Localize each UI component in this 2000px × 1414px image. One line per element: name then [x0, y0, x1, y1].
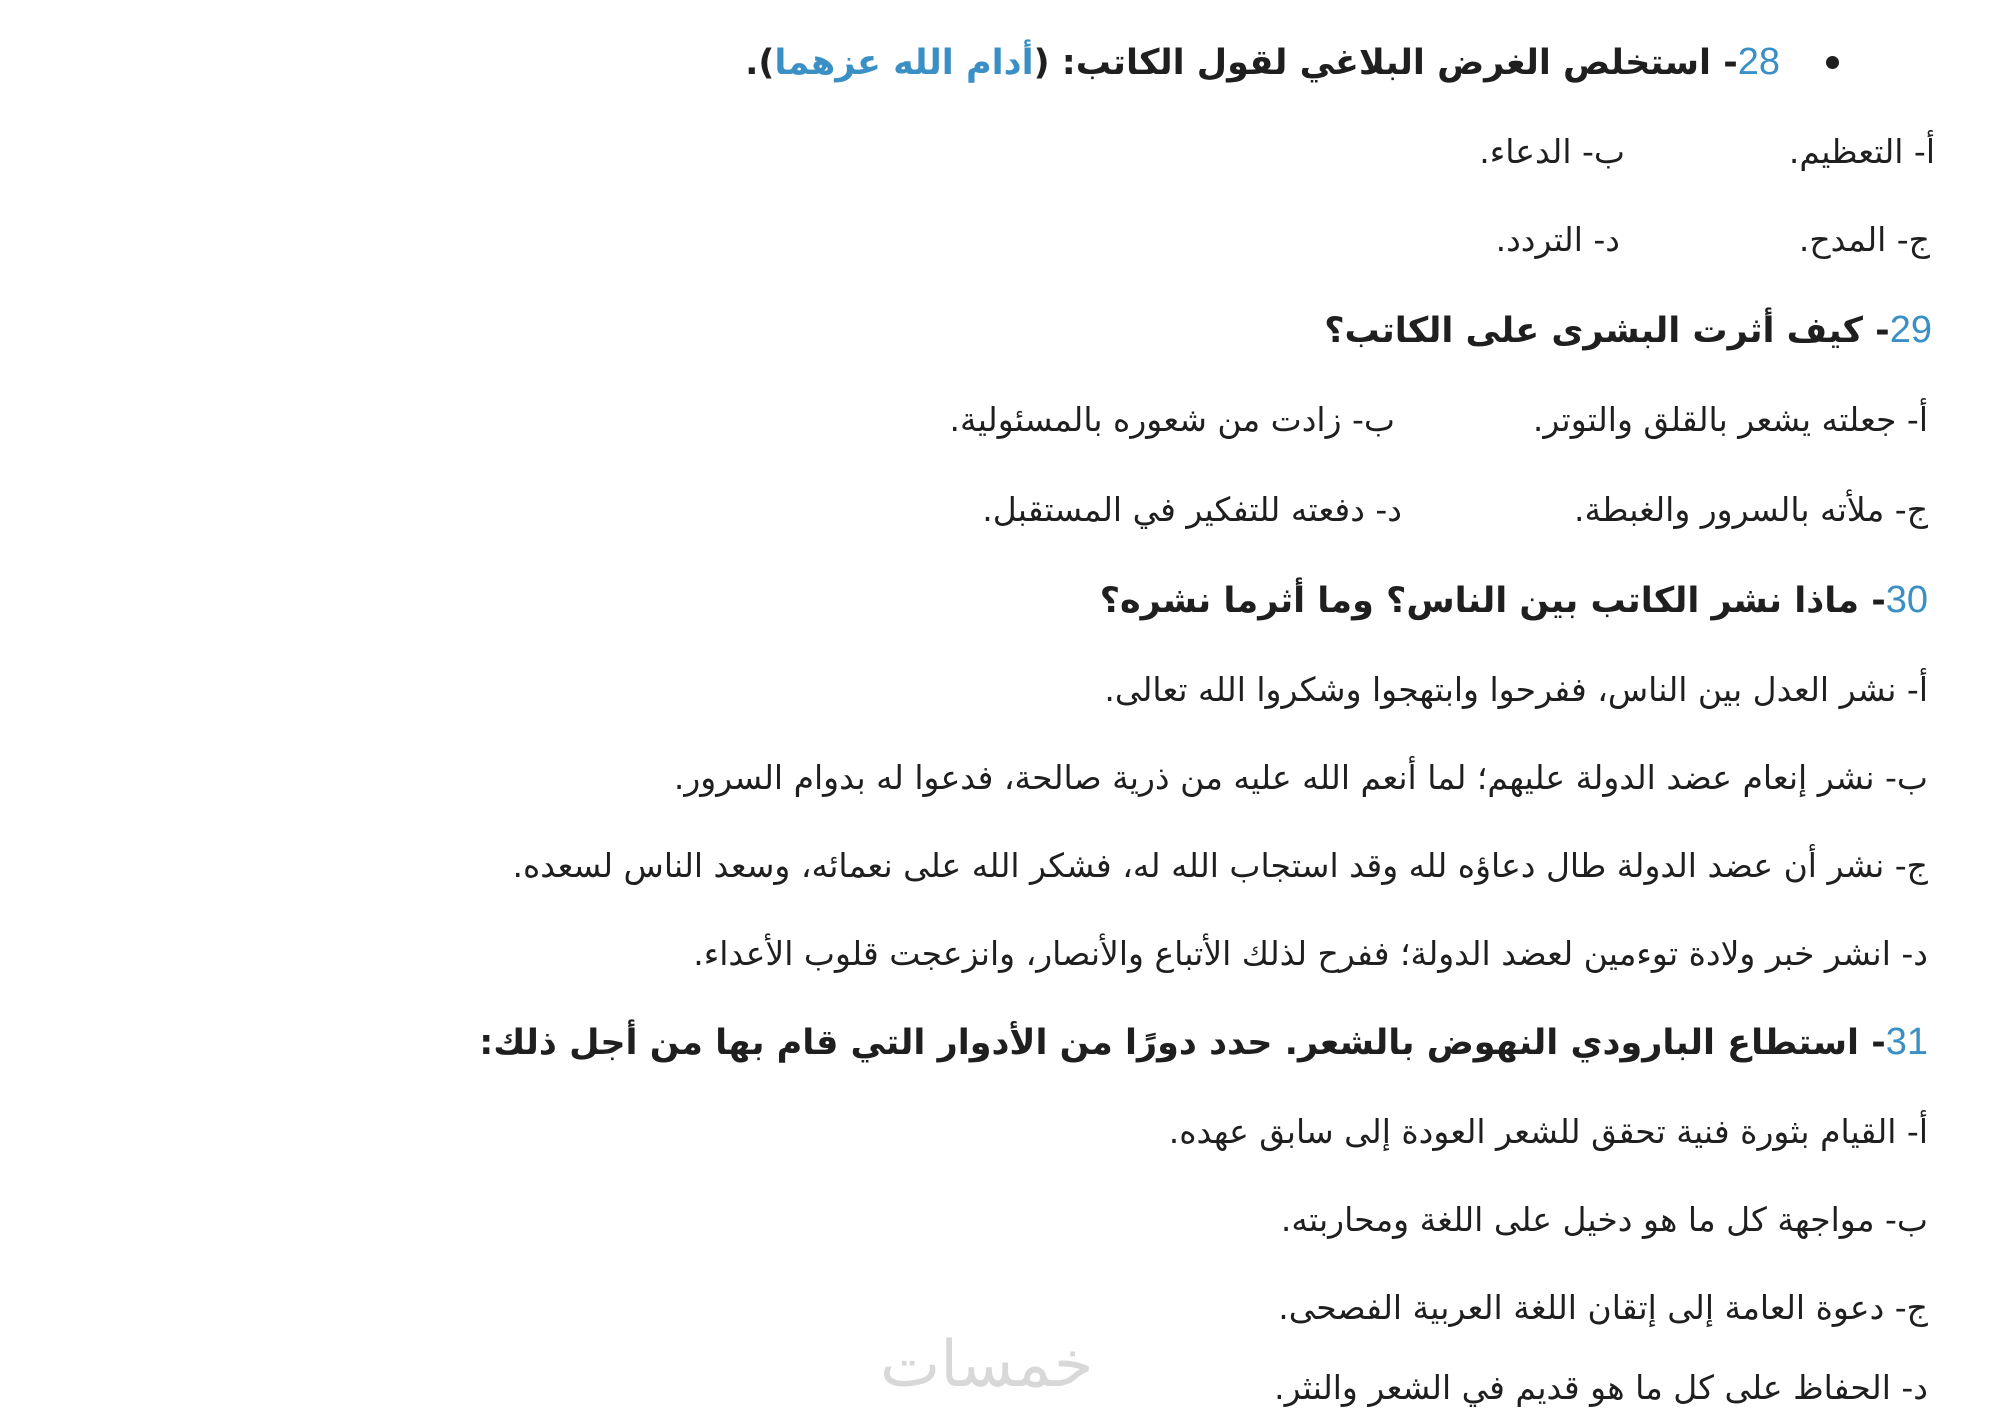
option-d: د- الحفاظ على كل ما هو قديم في الشعر والنثر. — [1274, 1368, 1928, 1407]
question-number: 30 — [1885, 579, 1928, 621]
option-a: أ- جعلته يشعر بالقلق والتوتر. — [1532, 400, 1928, 439]
option-b: ب- الدعاء. — [1479, 132, 1625, 171]
question-29 — [1324, 308, 1932, 353]
option-c: ج- المدح. — [1798, 220, 1930, 259]
option-b: ب- نشر إنعام عضد الدولة عليهم؛ لما أنعم الله عليه من ذرية صالحة، فدعوا له بدوام السرور. — [673, 758, 1928, 797]
question-31 — [479, 1020, 1928, 1065]
question-30 — [1100, 578, 1928, 623]
question-number: 31 — [1885, 1021, 1928, 1063]
quoted-phrase: أدام الله عزهما — [774, 43, 1034, 83]
option-a: أ- القيام بثورة فنية تحقق للشعر العودة إلى سابق عهده. — [1168, 1112, 1928, 1151]
bullet-icon — [1826, 56, 1839, 69]
watermark-logo: خمسات — [880, 1328, 1094, 1402]
question-text: - استطاع البارودي النهوض بالشعر. حدد دورًا من الأدوار التي قام بها من أجل ذلك: — [479, 1023, 1886, 1063]
option-d: د- دفعته للتفكير في المستقبل. — [982, 490, 1402, 529]
option-c: ج- نشر أن عضد الدولة طال دعاؤه لله وقد استجاب الله له، فشكر الله على نعمائه، وسعد الناس لسعده. — [512, 846, 1928, 885]
question-text: - استخلص الغرض البلاغي لقول الكاتب: ( — [1033, 43, 1738, 83]
question-text: - ماذا نشر الكاتب بين الناس؟ وما أثرما نشره؟ — [1099, 581, 1886, 621]
option-c: ج- دعوة العامة إلى إتقان اللغة العربية الفصحى. — [1278, 1288, 1928, 1327]
question-28 — [745, 40, 1780, 85]
question-text: - كيف أثرت البشرى على الكاتب؟ — [1324, 311, 1890, 351]
option-b: ب- زادت من شعوره بالمسئولية. — [949, 400, 1395, 439]
option-d: د- التردد. — [1495, 220, 1620, 259]
option-a: أ- التعظيم. — [1788, 132, 1935, 171]
question-number: 29 — [1889, 309, 1932, 351]
question-number: 28 — [1737, 41, 1780, 83]
option-a: أ- نشر العدل بين الناس، ففرحوا وابتهجوا وشكروا الله تعالى. — [1104, 670, 1928, 709]
option-b: ب- مواجهة كل ما هو دخيل على اللغة ومحاربته. — [1280, 1200, 1928, 1239]
option-d: د- انشر خبر ولادة توءمين لعضد الدولة؛ ففرح لذلك الأتباع والأنصار، وانزعجت قلوب الأعداء. — [693, 934, 1928, 973]
option-c: ج- ملأته بالسرور والغبطة. — [1573, 490, 1928, 529]
question-end: ). — [745, 43, 775, 83]
